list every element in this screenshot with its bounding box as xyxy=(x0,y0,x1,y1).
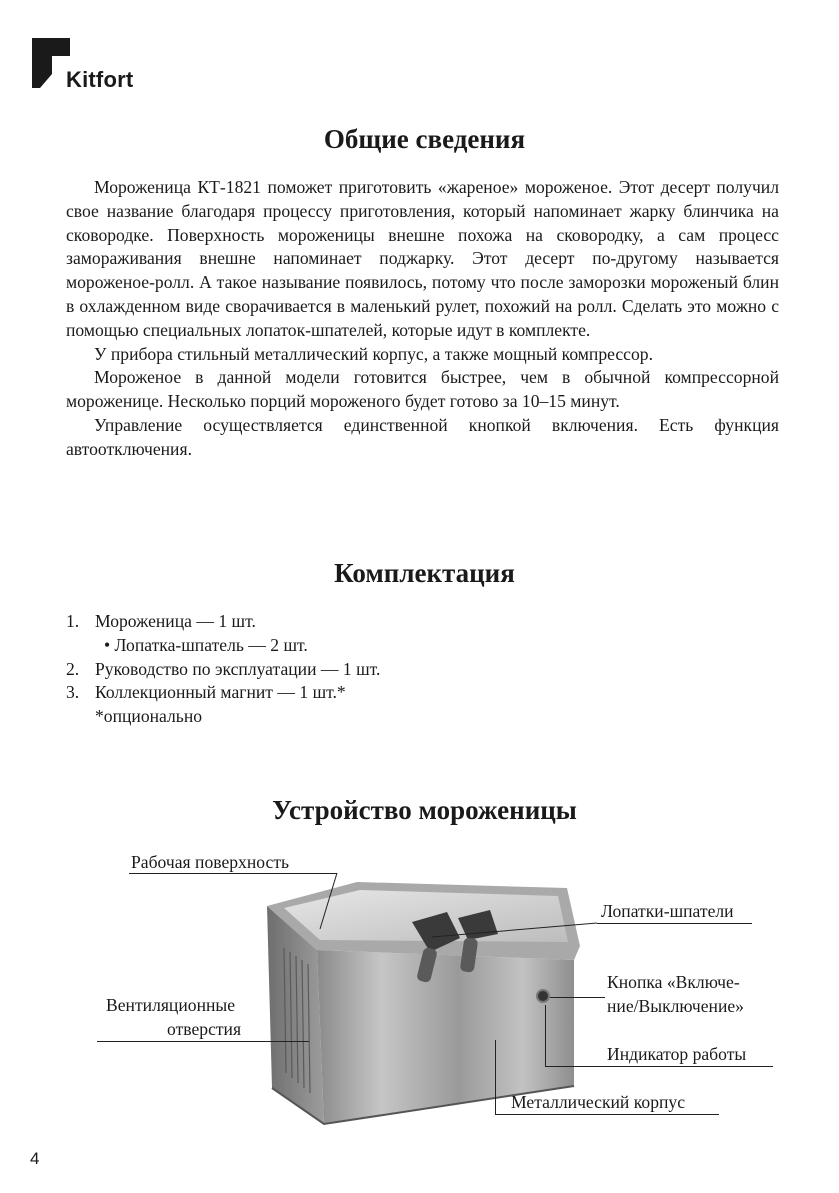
label-work-surface: Рабочая поверхность xyxy=(131,852,290,872)
list-text: • Лопатка-шпатель — 2 шт. xyxy=(104,634,308,655)
label-spatulas: Лопатки-шпатели xyxy=(601,901,734,921)
list-text: Мороженица — 1 шт. xyxy=(95,611,256,631)
label-button-line1: Кнопка «Включе- xyxy=(607,972,740,992)
list-number: 3. xyxy=(66,682,80,703)
list-item xyxy=(66,610,666,634)
leader-line xyxy=(545,1066,773,1067)
leader-line xyxy=(495,1040,496,1114)
section-title-device: Устройство мороженицы xyxy=(272,795,577,825)
brand-logo xyxy=(32,38,152,98)
list-item xyxy=(66,705,666,729)
list-item xyxy=(66,634,666,658)
list-text: Коллекционный магнит — 1 шт.* xyxy=(95,682,346,703)
leader-line xyxy=(430,915,600,945)
brand-name: Kitfort xyxy=(66,67,134,92)
general-info-text xyxy=(66,176,779,462)
list-text: Руководство по эксплуатации — 1 шт. xyxy=(95,658,381,679)
list-number: 1. xyxy=(66,611,80,631)
leader-line xyxy=(97,1041,309,1042)
label-body: Металлический корпус xyxy=(511,1092,686,1112)
list-item xyxy=(66,658,666,682)
list-item xyxy=(66,681,666,705)
label-vents-line2: отверстия xyxy=(167,1019,242,1039)
power-button-icon xyxy=(537,990,549,1002)
section-title-general: Общие сведения xyxy=(323,124,526,154)
page-number: 4 xyxy=(30,1149,40,1168)
section-title-kit: Комплектация xyxy=(334,558,515,588)
kit-list xyxy=(66,610,666,729)
leader-line xyxy=(495,1114,719,1115)
label-button-line2: ние/Выключение» xyxy=(607,996,744,1016)
leader-line xyxy=(550,997,605,998)
leader-line xyxy=(545,1005,546,1066)
paragraph: Управление осуществляется единственной кнопкой включения. Есть функция автоотключения. xyxy=(66,414,779,459)
paragraph: Мороженица КТ-1821 поможет приготовить «жареное» мороженое. Этот десерт получил свое название благодаря процессу приготовления, который напоминает жарку блинчика на сковородке. Поверхность мороженицы внешне похожа на сковородку, а сам процесс замораживания внешне напоминает поджарку. Этот десерт по-другому называется мороженое-ролл. А такое называние появилось, потому что после заморозки мороженый блин в охлажденном виде сворачивается в маленький рулет, похожий на ролл. Сделать это можно с помощью специальных лопаток-шпателей, которые идут в комплекте. xyxy=(66,177,779,340)
paragraph: У прибора стильный металлический корпус, а также мощный компрессор. xyxy=(94,343,653,364)
leader-line xyxy=(300,872,340,932)
label-indicator: Индикатор работы xyxy=(607,1044,747,1064)
leader-line xyxy=(597,923,752,924)
paragraph: Мороженое в данной модели готовится быстрее, чем в обычной компрессорной мороженице. Несколько порций мороженого будет готово за 10–15 минут. xyxy=(66,367,779,412)
list-number: 2. xyxy=(66,658,80,679)
list-footnote: *опционально xyxy=(95,706,203,727)
label-vents-line1: Вентиляционные xyxy=(106,995,236,1015)
